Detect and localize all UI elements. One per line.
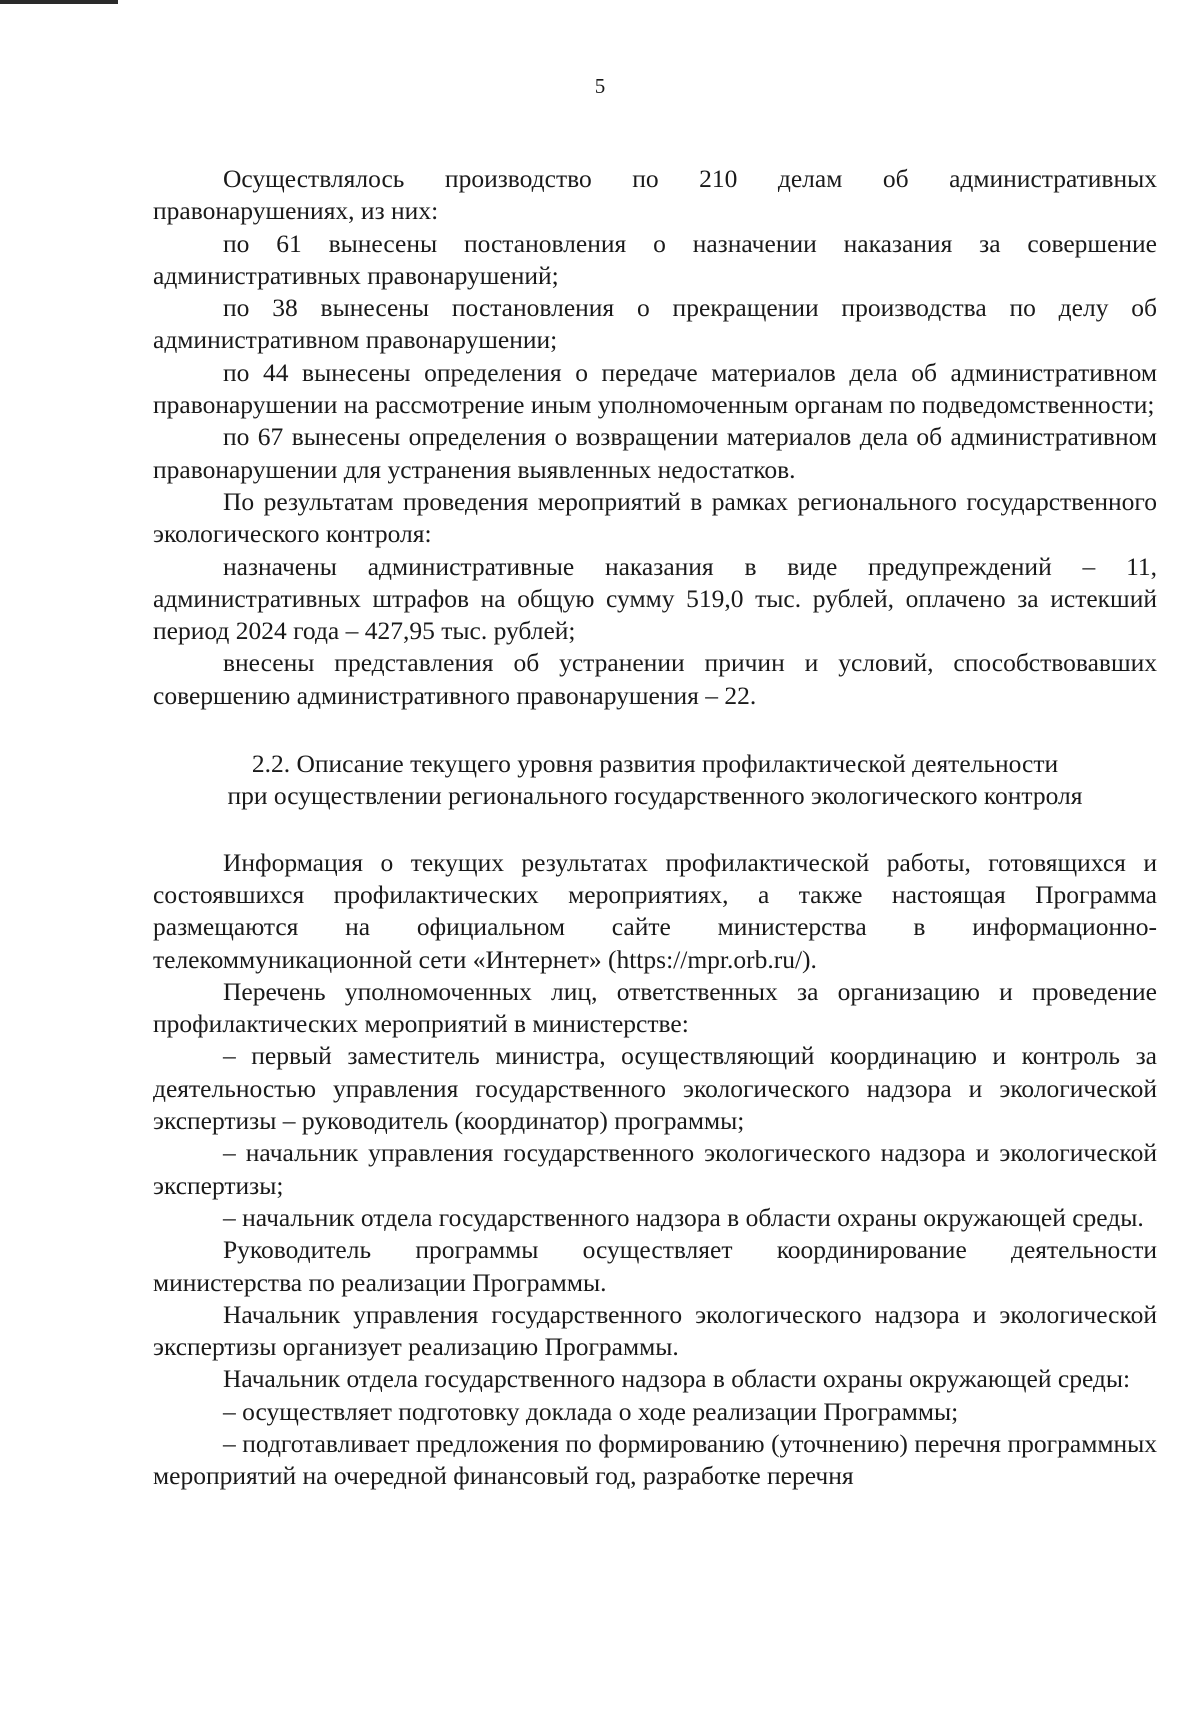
- paragraph: назначены административные наказания в виде предупреждений – 11, административных штрафов на общую сумму 519,0 тыс. рублей, оплачено за истекший период 2024 года – 427,95 тыс. рублей;: [153, 551, 1157, 646]
- list-item: – подготавливает предложения по формированию (уточнению) перечня программных мероприятий на очередной финансовый год, разработке перечня: [153, 1428, 1157, 1491]
- list-item: – первый заместитель министра, осуществляющий координацию и контроль за деятельностью управления государственного экологического надзора и экологической экспертизы – руководитель (координатор) программы;: [153, 1041, 1157, 1136]
- scan-edge-mark: [0, 0, 118, 4]
- section-heading: [153, 748, 1157, 813]
- paragraph: Перечень уполномоченных лиц, ответственных за организацию и проведение профилактических мероприятий в министерстве:: [153, 976, 1157, 1039]
- section-heading-line-2: при осуществлении регионального государственного экологического контроля: [227, 781, 1083, 811]
- paragraph: Руководитель программы осуществляет координирование деятельности министерства по реализации Программы.: [153, 1235, 1157, 1297]
- paragraph: Начальник управления государственного экологического надзора и экологической экспертизы организует реализацию Программы.: [153, 1299, 1157, 1362]
- paragraph: Информация о текущих результатах профилактической работы, готовящихся и состоявшихся профилактических мероприятиях, а также настоящая Программа размещаются на официальном сайте министерства в информационно-телекоммуникационной сети «Интернет» (https://mpr.orb.ru/).: [153, 847, 1157, 974]
- section-heading-line-1: 2.2. Описание текущего уровня развития профилактической деятельности: [251, 749, 1059, 779]
- page-number: 5: [594, 74, 606, 98]
- paragraph: Начальник отдела государственного надзора в области охраны окружающей среды:: [223, 1364, 1131, 1394]
- list-item: – начальник отдела государственного надзора в области охраны окружающей среды.: [223, 1202, 1144, 1232]
- list-item: – осуществляет подготовку доклада о ходе реализации Программы;: [223, 1396, 959, 1426]
- paragraph: по 44 вынесены определения о передаче материалов дела об административном правонарушении на рассмотрение иным уполномоченным органам по подведомственности;: [153, 357, 1157, 420]
- paragraph: внесены представления об устранении причин и условий, способствовавших совершению административного правонарушения – 22.: [153, 648, 1157, 710]
- paragraph: По результатам проведения мероприятий в рамках регионального государственного экологического контроля:: [153, 486, 1157, 549]
- paragraph: по 67 вынесены определения о возвращении материалов дела об административном правонарушении для устранения выявленных недостатков.: [153, 422, 1157, 484]
- paragraph: по 38 вынесены постановления о прекращении производства по делу об административном правонарушении;: [153, 293, 1157, 355]
- document-body: [153, 163, 1157, 1493]
- list-item: – начальник управления государственного экологического надзора и экологической экспертизы;: [153, 1138, 1157, 1200]
- paragraph: Осуществлялось производство по 210 делам об административных правонарушениях, из них:: [153, 164, 1157, 226]
- paragraph: по 61 вынесены постановления о назначении наказания за совершение административных правонарушений;: [153, 228, 1157, 290]
